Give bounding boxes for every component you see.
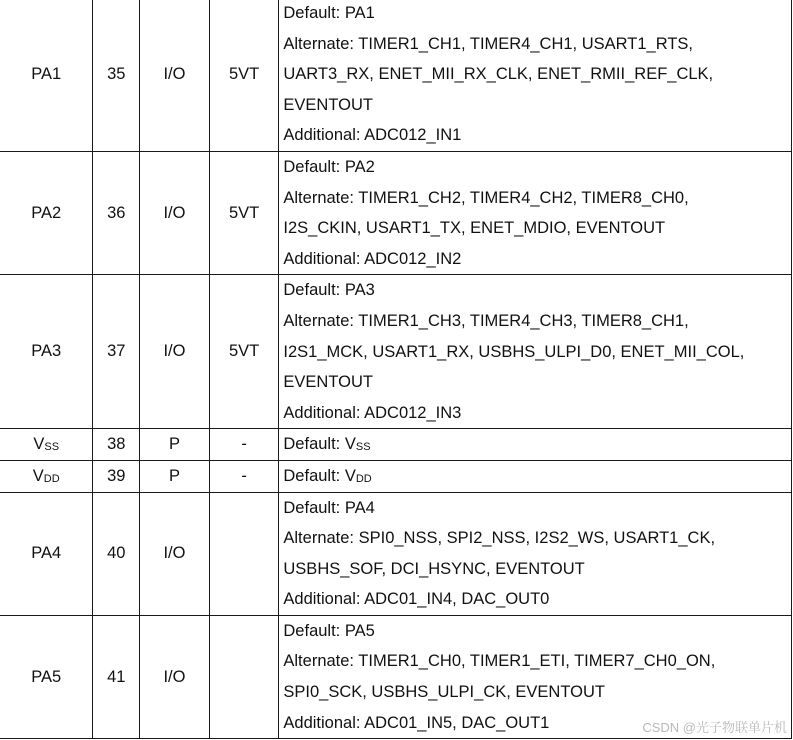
function-line: I2S1_MCK, USART1_RX, USBHS_ULPI_D0, ENET_MII_COL, xyxy=(283,342,745,361)
function-line: Default: PA5 xyxy=(283,621,375,640)
io-level: 5VT xyxy=(209,151,279,274)
pin-type: I/O xyxy=(140,0,210,151)
table-row xyxy=(0,151,792,274)
pin-type: P xyxy=(140,429,210,461)
function-line: Additional: ADC01_IN5, DAC_OUT1 xyxy=(283,713,550,732)
function-line: USBHS_SOF, DCI_HSYNC, EVENTOUT xyxy=(283,559,585,578)
pin-type: I/O xyxy=(140,492,210,615)
pin-number: 37 xyxy=(93,275,140,429)
pin-name: PA1 xyxy=(0,0,93,151)
function-line: Additional: ADC012_IN2 xyxy=(283,249,462,268)
pin-functions xyxy=(279,460,792,492)
function-line: UART3_RX, ENET_MII_RX_CLK, ENET_RMII_REF_CLK, xyxy=(283,65,714,84)
pin-functions xyxy=(279,492,792,615)
pin-name: $V_{DD}$ xyxy=(0,460,93,492)
function-line: Alternate: TIMER1_CH2, TIMER4_CH2, TIMER8_CH0, xyxy=(283,188,689,207)
pin-type: I/O xyxy=(140,615,210,738)
pin-number: 39 xyxy=(93,460,140,492)
io-level: 5VT xyxy=(209,275,279,429)
pin-name: PA3 xyxy=(0,275,93,429)
pin-number: 35 xyxy=(93,0,140,151)
io-level: 5VT xyxy=(209,0,279,151)
table-row xyxy=(0,429,792,461)
function-line: EVENTOUT xyxy=(283,373,373,392)
pin-number: 38 xyxy=(93,429,140,461)
function-line: Default: PA1 xyxy=(283,4,375,22)
function-line: Alternate: SPI0_NSS, SPI2_NSS, I2S2_WS, USART1_CK, xyxy=(283,529,716,548)
pin-name: PA2 xyxy=(0,151,93,274)
pin-functions xyxy=(279,275,792,429)
function-line: Alternate: TIMER1_CH0, TIMER1_ETI, TIMER7_CH0_ON, xyxy=(283,652,716,671)
watermark: CSDN @光子物联单片机 xyxy=(642,720,787,735)
table-row xyxy=(0,275,792,429)
function-line: Default: PA4 xyxy=(283,498,375,517)
function-line: Additional: ADC012_IN1 xyxy=(283,126,462,145)
pin-number: 41 xyxy=(93,615,140,738)
function-line: Alternate: TIMER1_CH1, TIMER4_CH1, USART1_RTS, xyxy=(283,34,693,53)
function-line: Default: PA3 xyxy=(283,281,375,300)
function-line: I2S_CKIN, USART1_TX, ENET_MDIO, EVENTOUT xyxy=(283,219,666,238)
io-level xyxy=(209,615,279,738)
pin-name: PA4 xyxy=(0,492,93,615)
table-row xyxy=(0,460,792,492)
function-line: Additional: ADC012_IN3 xyxy=(283,403,462,422)
pin-name: $V_{SS}$ xyxy=(0,429,93,461)
pin-type: I/O xyxy=(140,275,210,429)
function-line: Additional: ADC01_IN4, DAC_OUT0 xyxy=(283,590,550,609)
function-line: Alternate: TIMER1_CH3, TIMER4_CH3, TIMER8_CH1, xyxy=(283,311,689,330)
pin-name: PA5 xyxy=(0,615,93,738)
pin-number: 36 xyxy=(93,151,140,274)
pin-functions xyxy=(279,151,792,274)
io-level: - xyxy=(209,460,279,492)
pin-functions xyxy=(279,0,792,151)
pin-type: P xyxy=(140,460,210,492)
function-line: SPI0_SCK, USBHS_ULPI_CK, EVENTOUT xyxy=(283,683,605,702)
pin-functions xyxy=(279,429,792,461)
function-line: Default: $V_{SS}$ xyxy=(283,435,371,454)
function-line: EVENTOUT xyxy=(283,95,373,114)
io-level xyxy=(209,492,279,615)
pin-type: I/O xyxy=(140,151,210,274)
table-row xyxy=(0,0,792,151)
table-row xyxy=(0,492,792,615)
io-level: - xyxy=(209,429,279,461)
function-line: Default: PA2 xyxy=(283,157,375,176)
pin-number: 40 xyxy=(93,492,140,615)
function-line: Default: $V_{DD}$ xyxy=(283,466,372,485)
